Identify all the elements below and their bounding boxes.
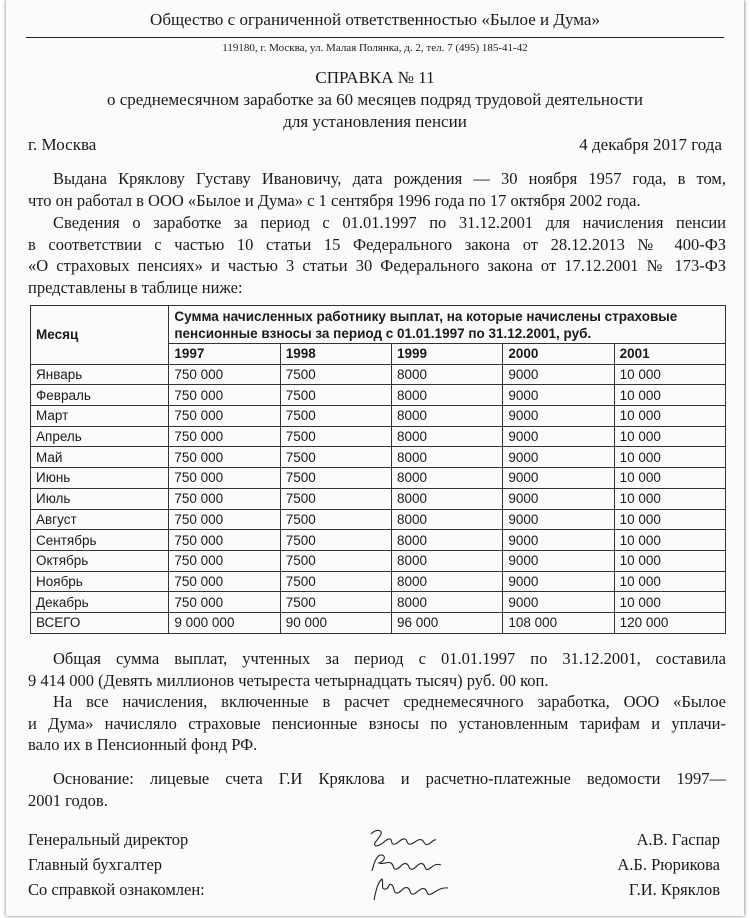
amount-cell: 10 000: [614, 364, 725, 385]
month-cell: Октябрь: [31, 550, 169, 571]
amount-cell: 7500: [280, 447, 391, 468]
paragraph-line: вало их в Пенсионный фонд РФ.: [28, 735, 258, 754]
paragraph-line: Сведения о заработке за период с 01.01.1997 по 31.12.2001 для начисления пенсии: [53, 213, 726, 232]
amount-cell: 750 000: [169, 530, 280, 551]
amount-cell: 7500: [280, 550, 391, 571]
signatory-name: А.В. Гаспар: [636, 830, 720, 849]
paragraph-line: что он работал в ООО «Былое и Дума» с 1 сентября 1996 года по 17 октября 2002 года.: [28, 190, 641, 210]
table-row: [31, 468, 726, 489]
amount-cell: 750 000: [169, 550, 280, 571]
amount-cell: 8000: [392, 550, 503, 571]
amount-cell: 9000: [503, 509, 614, 530]
amount-cell: 9000: [503, 447, 614, 468]
amount-cell: 9000: [503, 385, 614, 406]
month-column-header: Месяц: [31, 306, 169, 365]
table-row: [31, 592, 726, 613]
amount-cell: 7500: [280, 592, 391, 613]
amount-cell: 10 000: [614, 592, 725, 613]
amount-cell: 9000: [503, 592, 614, 613]
amount-cell: 750 000: [169, 426, 280, 447]
document-subtitle-line1: о среднемесячном заработке за 60 месяцев подряд трудовой деятельности: [107, 90, 643, 109]
signatory-name: Г.И. Кряклов: [628, 880, 720, 899]
amount-cell: 750 000: [169, 571, 280, 592]
amount-cell: 8000: [392, 364, 503, 385]
month-cell: Март: [31, 406, 169, 427]
amount-cell: 7500: [280, 530, 391, 551]
month-cell: ВСЕГО: [31, 612, 169, 633]
signature-row-employee: [28, 880, 720, 902]
document-subtitle-line2: для установления пенсии: [283, 112, 467, 131]
amount-cell: 10 000: [614, 550, 725, 571]
amount-cell: 9000: [503, 426, 614, 447]
month-cell: Январь: [31, 364, 169, 385]
paragraph-basis: [28, 768, 726, 811]
amount-cell: 750 000: [169, 406, 280, 427]
month-cell: Ноябрь: [31, 571, 169, 592]
paragraph-line: «О страховых пенсиях» и частью 3 статьи 30 Федерального закона от 17.12.2001 № 173-ФЗ: [28, 256, 726, 275]
amount-cell: 10 000: [614, 488, 725, 509]
amount-cell: 7500: [280, 468, 391, 489]
amount-cell: 750 000: [169, 364, 280, 385]
amount-cell: 10 000: [614, 447, 725, 468]
organization-address: 119180, г. Москва, ул. Малая Полянка, д. 2, тел. 7 (495) 185-41-42: [222, 42, 528, 54]
year-column-header: 2000: [503, 344, 614, 365]
amount-cell: 10 000: [614, 468, 725, 489]
amount-cell: 10 000: [614, 530, 725, 551]
amount-cell: 7500: [280, 571, 391, 592]
amount-cell: 8000: [392, 530, 503, 551]
amount-cell: 10 000: [614, 385, 725, 406]
signatory-name: А.Б. Рюрикова: [617, 855, 720, 874]
amount-cell: 10 000: [614, 426, 725, 447]
signature-row-accountant: [28, 855, 720, 877]
paragraph-line: Общая сумма выплат, учтенных за период с 01.01.1997 по 31.12.2001, составила: [53, 649, 726, 668]
amount-cell: 10 000: [614, 571, 725, 592]
amount-cell: 108 000: [503, 612, 614, 633]
amount-cell: 8000: [392, 571, 503, 592]
paragraph-line: 2001 годов.: [28, 790, 108, 810]
paragraph-line: в соответствии с частью 10 статьи 15 Федерального закона от 28.12.2013 № 400-ФЗ: [28, 234, 726, 254]
month-cell: Май: [31, 447, 169, 468]
paragraph-line: представлены в таблице ниже:: [28, 277, 243, 297]
amount-cell: 8000: [392, 406, 503, 427]
signature-row-director: [28, 830, 720, 852]
month-cell: Февраль: [31, 385, 169, 406]
amount-cell: 8000: [392, 592, 503, 613]
year-column-header: 1998: [280, 344, 391, 365]
table-row: [31, 406, 726, 427]
table-row: [31, 509, 726, 530]
month-cell: Сентябрь: [31, 530, 169, 551]
table-row: [31, 488, 726, 509]
paragraph-line: 9 414 000 (Девять миллионов четыреста четырнадцать тысяч) руб. 00 коп.: [28, 670, 549, 690]
amount-cell: 8000: [392, 426, 503, 447]
paragraph-total-sum: [28, 648, 726, 691]
paragraph-issued-to: [28, 168, 726, 211]
table-row: [31, 530, 726, 551]
table-row: [31, 447, 726, 468]
paragraph-line: На все начисления, включенные в расчет среднемесячного заработка, ООО «Былое: [53, 692, 726, 711]
paragraph-contributions: [28, 691, 726, 756]
total-row: [31, 612, 726, 633]
employee-signature: [368, 876, 452, 904]
amount-cell: 7500: [280, 364, 391, 385]
table-row: [31, 550, 726, 571]
paragraph-salary-info: [28, 212, 726, 298]
amount-cell: 10 000: [614, 406, 725, 427]
table-row: [31, 571, 726, 592]
amount-cell: 9000: [503, 406, 614, 427]
payments-group-header: Сумма начисленных работнику выплат, на которые начислены страховые пенсионные взносы за период с 01.01.1997 по 31.12.2001, руб.: [169, 306, 726, 344]
amount-cell: 7500: [280, 426, 391, 447]
paragraph-line: и Дума» начисляло страховые пенсионные взносы по установленным тарифам и уплачи-: [28, 713, 726, 733]
amount-cell: 8000: [392, 447, 503, 468]
amount-cell: 8000: [392, 468, 503, 489]
amount-cell: 7500: [280, 385, 391, 406]
table-row: [31, 426, 726, 447]
signatory-role: Со справкой ознакомлен:: [28, 880, 205, 899]
amount-cell: 7500: [280, 488, 391, 509]
month-cell: Июль: [31, 488, 169, 509]
paragraph-line: Основание: лицевые счета Г.И Кряклова и расчетно-платежные ведомости 1997—: [53, 769, 726, 788]
year-column-header: 2001: [614, 344, 725, 365]
table-row: [31, 385, 726, 406]
year-column-header: 1997: [169, 344, 280, 365]
director-signature: [368, 826, 438, 852]
organization-name: Общество с ограниченной ответственностью «Былое и Дума»: [150, 10, 600, 29]
amount-cell: 9000: [503, 488, 614, 509]
document-page: [6, 0, 744, 916]
amount-cell: 9000: [503, 571, 614, 592]
amount-cell: 7500: [280, 406, 391, 427]
header-divider: [26, 37, 724, 38]
amount-cell: 750 000: [169, 385, 280, 406]
place-of-issue: г. Москва: [28, 135, 97, 154]
amount-cell: 7500: [280, 509, 391, 530]
amount-cell: 96 000: [392, 612, 503, 633]
paragraph-line: Выдана Кряклову Густаву Ивановичу, дата рождения — 30 ноября 1957 года, в том,: [53, 169, 726, 188]
amount-cell: 750 000: [169, 447, 280, 468]
month-cell: Апрель: [31, 426, 169, 447]
amount-cell: 750 000: [169, 592, 280, 613]
amount-cell: 9000: [503, 530, 614, 551]
amount-cell: 120 000: [614, 612, 725, 633]
amount-cell: 750 000: [169, 509, 280, 530]
amount-cell: 750 000: [169, 468, 280, 489]
amount-cell: 8000: [392, 385, 503, 406]
accountant-signature: [368, 851, 444, 877]
month-cell: Август: [31, 509, 169, 530]
month-cell: Декабрь: [31, 592, 169, 613]
table-row: [31, 364, 726, 385]
amount-cell: 10 000: [614, 509, 725, 530]
month-cell: Июнь: [31, 468, 169, 489]
amount-cell: 8000: [392, 488, 503, 509]
amount-cell: 9000: [503, 550, 614, 571]
amount-cell: 9 000 000: [169, 612, 280, 633]
issue-date: 4 декабря 2017 года: [579, 135, 722, 154]
signatory-role: Генеральный директор: [28, 830, 189, 849]
amount-cell: 9000: [503, 364, 614, 385]
document-title: СПРАВКА № 11: [315, 68, 435, 87]
amount-cell: 90 000: [280, 612, 391, 633]
amount-cell: 9000: [503, 468, 614, 489]
signatory-role: Главный бухгалтер: [28, 855, 163, 874]
amount-cell: 8000: [392, 509, 503, 530]
amount-cell: 750 000: [169, 488, 280, 509]
year-column-header: 1999: [392, 344, 503, 365]
salary-table: [30, 305, 726, 634]
